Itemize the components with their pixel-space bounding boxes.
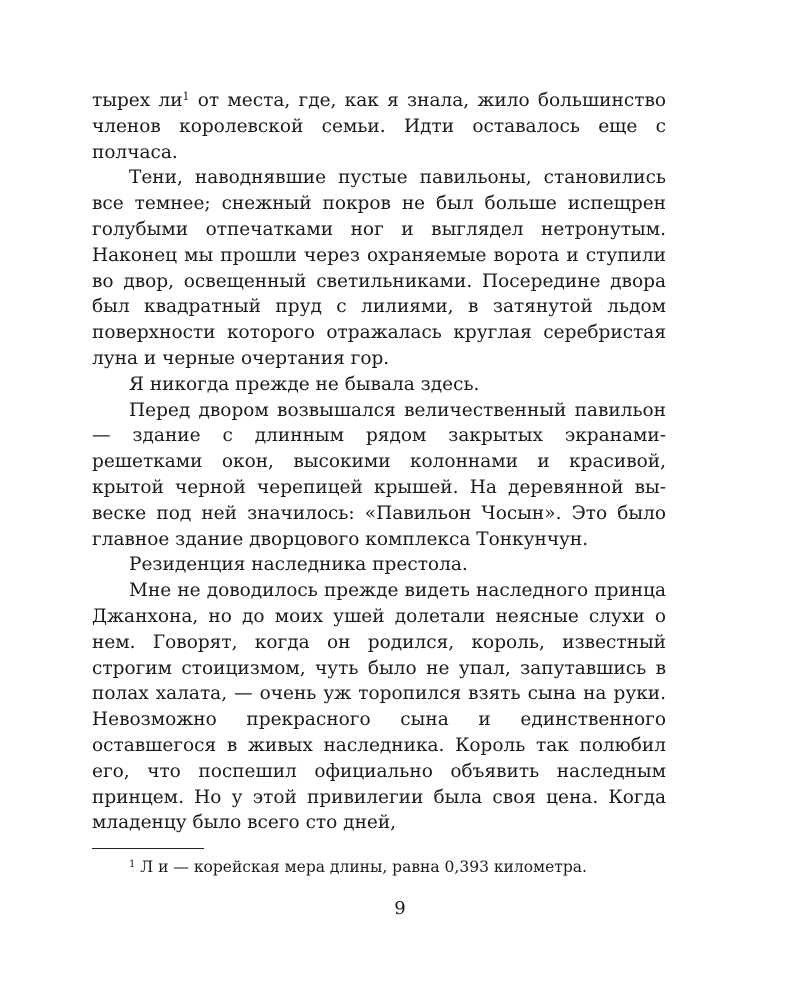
paragraph-2: Тени, наводнявшие пустые павильоны, становились все темнее; снежный покров не был больше испещрен голубыми отпечатками ног и выглядел нетронутым. Наконец мы прошли через охраняемые ворота и ступили во двор, освещенный светильниками. Посередине двора был квадратный пруд с лилиями, в затянутой льдом поверхности которого отражалась круглая серебристая луна и черные очертания гор.	[92, 167, 666, 369]
paragraph-3: Я никогда прежде не бывала здесь.	[129, 373, 480, 395]
paragraph-1-start: тырех ли	[92, 90, 183, 111]
paragraph-4: Перед двором возвышался величественный павильон — здание с длинным рядом закрытых экранами-решетками окон, высокими колоннами и красивой, крытой черной черепицей крышей. На деревянной вывеске под ней значилось: «Павильон Чосын». Это было главное здание дворцового комплекса Тонкунчун.	[92, 399, 666, 550]
footnote-text: Л и — корейская мера длины, равна 0,393 километра.	[135, 858, 587, 876]
paragraph-1	[92, 88, 666, 165]
footnote	[92, 856, 666, 878]
footnote-divider	[92, 848, 204, 849]
page-number: 9	[394, 898, 406, 919]
page-body	[92, 88, 666, 836]
body-text	[92, 88, 666, 836]
footnote-reference[interactable]: 1	[182, 90, 190, 103]
footnote-marker: 1	[129, 859, 136, 870]
paragraph-5: Резиденция наследника престола.	[129, 554, 468, 576]
paragraph-1-rest: от места, где, как я знала, жило большинство членов королевской семьи. Идти оставалось еще с полчаса.	[92, 90, 666, 163]
paragraph-6: Мне не доводилось прежде видеть наследного принца Джанхона, но до моих ушей долетали неясные слухи о нем. Говорят, когда он родился, король, известный строгим стоицизмом, чуть было не упал, запутавшись в полах халата, — очень уж торопился взять сына на руки. Невозможно прекрасного сына и единственного оставшегося в живых наследника. Король так полюбил его, что поспешил официально объявить наследным принцем. Но у этой привилегии была своя цена. Когда младенцу было всего сто дней,	[92, 580, 666, 834]
